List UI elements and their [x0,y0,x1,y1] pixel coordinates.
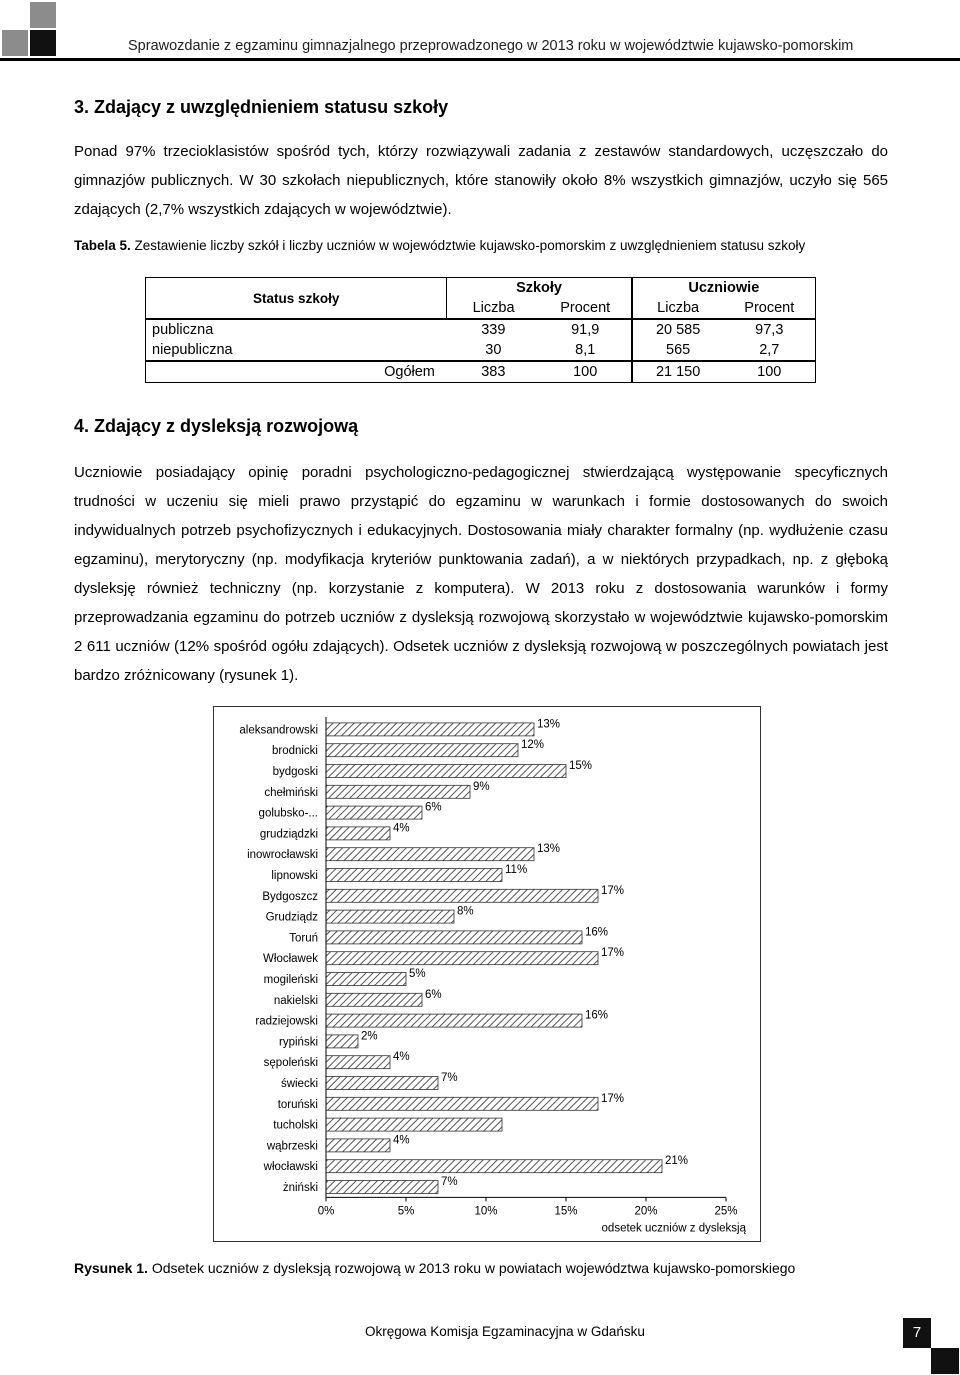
header-status: Status szkoły [146,278,447,320]
category-label: nakielski [273,994,318,1007]
table-caption-label: Tabela 5. [74,238,131,253]
x-tick-label: 10% [474,1205,498,1218]
cell-students-count: 565 [666,341,691,358]
data-label: 8% [457,905,474,918]
category-label: Grudziądz [265,911,318,924]
cell-status: Ogółem [146,361,447,383]
data-label: 4% [393,1051,410,1064]
data-label: 7% [441,1072,458,1084]
category-label: rypiński [279,1036,318,1049]
bar [326,889,598,902]
header-divider [0,58,960,61]
category-label: aleksandrowski [239,724,318,737]
x-tick-label: 15% [554,1205,578,1218]
data-label: 16% [585,926,609,939]
x-tick-label: 25% [714,1205,738,1218]
header-schools: Szkoły [447,278,632,299]
bar [326,1160,662,1173]
data-label: 17% [601,947,625,960]
sub-header-students-percent: Procent [724,298,816,319]
footer-institution: Okręgowa Komisja Egzaminacyjna w Gdańsku [365,1324,645,1339]
bar [326,827,390,840]
category-label: Toruń [289,932,318,945]
section-3-paragraph: Ponad 97% trzecioklasistów spośród tych, którzy rozwiązywali zadania z zestawów standardowych, uczęszczało do gimnazjów publicznych. W 30 szkołach niepublicznych, które stanowiły około 8% wszystkich gimnazjów, uczyło się 565 zdających (2,7% wszystkich zdających w województwie). [74,143,888,218]
bar [326,744,518,757]
cell-schools-count: 383 [481,363,506,380]
bar [326,1097,598,1110]
sub-header-schools-percent: Procent [540,298,632,319]
x-tick-label: 0% [317,1205,335,1218]
dyslexia-bar-chart [214,707,760,1241]
cell-schools-percent: 100 [540,361,632,383]
sub-header-students-count: Liczba [657,299,700,316]
cell-schools-count: 30 [485,341,502,358]
bar [326,993,422,1006]
bar [326,910,454,923]
category-label: chełmiński [264,786,318,799]
section-3-heading: 3. Zdający z uwzględnieniem statusu szkoły [74,97,449,117]
data-label: 9% [473,780,490,793]
bar [326,1118,502,1131]
category-label: lipnowski [271,870,318,882]
data-label: 4% [393,1134,410,1147]
page-number: 7 [903,1318,931,1348]
header-title: Sprawozdanie z egzaminu gimnazjalnego przeprowadzonego w 2013 roku w województwie kujawsko-pomorskim [128,38,854,54]
cell-students-count: 21 150 [655,363,701,380]
bar [326,765,566,778]
data-label: 7% [441,1176,458,1188]
bar [326,1139,390,1152]
category-label: golubsko-... [258,807,318,820]
category-label: toruński [277,1098,318,1111]
category-label: włocławski [263,1161,318,1174]
table-caption [74,237,888,255]
bar [326,723,534,736]
figure-caption-label: Rysunek 1. [74,1260,148,1276]
bar [326,973,406,986]
cell-status: publiczna [146,319,447,340]
data-label: 13% [537,718,561,731]
page-corner-decoration [931,1348,959,1374]
category-label: bydgoski [272,766,318,778]
table-row [146,340,816,361]
section-4-heading: 4. Zdający z dysleksją rozwojową [74,416,359,436]
data-label: 21% [665,1155,689,1168]
bar [326,869,502,882]
x-tick-label: 20% [634,1205,658,1218]
x-tick-label: 5% [397,1205,415,1218]
table-caption-text: Zestawienie liczby szkół i liczby uczniów w województwie kujawsko-pomorskim z uwzględnieniem statusu szkoły [134,238,806,253]
cell-schools-count: 339 [481,321,506,338]
cell-status: niepubliczna [146,340,447,361]
data-label: 6% [425,988,442,1001]
category-label: radziejowski [255,1015,318,1028]
bar [326,931,582,944]
data-label: 11% [505,864,528,876]
data-label: 15% [569,760,593,772]
category-label: brodnicki [271,745,318,758]
bar [326,1077,438,1090]
category-label: sępoleński [263,1057,318,1070]
table-row [146,361,816,383]
cell-students-percent: 97,3 [724,319,816,340]
category-label: Bydgoszcz [262,890,318,903]
data-label: 16% [585,1009,609,1022]
data-label: 4% [393,822,410,835]
figure-caption [74,1260,795,1276]
sub-header-schools-count: Liczba [472,299,515,316]
category-label: żniński [282,1182,318,1194]
x-axis-label: odsetek uczniów z dysleksją [601,1222,746,1235]
data-label: 5% [409,968,426,980]
figure-caption-text: Odsetek uczniów z dysleksją rozwojową w 2013 roku w powiatach województwa kujawsko-pomorskiego [151,1260,796,1276]
bar [326,848,534,861]
section-4-paragraph: Uczniowie posiadający opinię poradni psychologiczno-pedagogicznej stwierdzającą występowanie specyficznych trudności w uczeniu się mieli prawo przystąpić do egzaminu w warunkach i formie dostosowanych do swoich indywidualnych potrzeb psychofizycznych i edukacyjnych. Dostosowania miały charakter formalny (np. wydłużenie czasu egzaminu), merytoryczny (np. modyfikacja kryteriów punktowania zadań), a w niektórych przypadkach, np. z głęboką dysleksję również techniczny (np. korzystanie z komputera). W 2013 roku z dostosowania warunków i formy przeprowadzania egzaminu do potrzeb uczniów z dysleksją rozwojową skorzystało w województwie kujawsko-pomorskim 2 611 uczniów (12% spośród ogółu zdających). Odsetek uczniów z dysleksją rozwojową w poszczególnych powiatach jest bardzo zróżnicowany (rysunek 1). [74,464,888,684]
data-label: 12% [521,739,545,752]
data-label: 17% [601,1092,625,1105]
bar [326,952,598,965]
data-label: 6% [425,801,442,814]
category-label: wąbrzeski [266,1140,318,1153]
cell-students-percent: 100 [724,361,816,383]
category-label: mogileński [263,974,318,986]
category-label: Włocławek [263,953,318,966]
logo [2,2,58,58]
category-label: inowrocławski [247,849,318,862]
cell-students-count: 20 585 [655,321,701,338]
bar [326,806,422,819]
bar [326,785,470,798]
cell-students-percent: 2,7 [724,340,816,361]
data-label: 17% [601,884,625,897]
category-label: świecki [280,1078,318,1090]
bar [326,1035,358,1048]
dyslexia-chart-frame [213,706,761,1242]
header-students: Uczniowie [632,278,816,299]
cell-schools-percent: 8,1 [540,340,632,361]
bar [326,1056,390,1069]
school-status-table [145,277,816,383]
table-row [146,319,816,340]
data-label: 2% [361,1030,378,1043]
category-label: tucholski [273,1119,318,1132]
cell-schools-percent: 91,9 [540,319,632,340]
bar [326,1181,438,1194]
category-label: grudziądzki [259,828,318,841]
data-label: 13% [537,843,561,856]
bar [326,1014,582,1027]
